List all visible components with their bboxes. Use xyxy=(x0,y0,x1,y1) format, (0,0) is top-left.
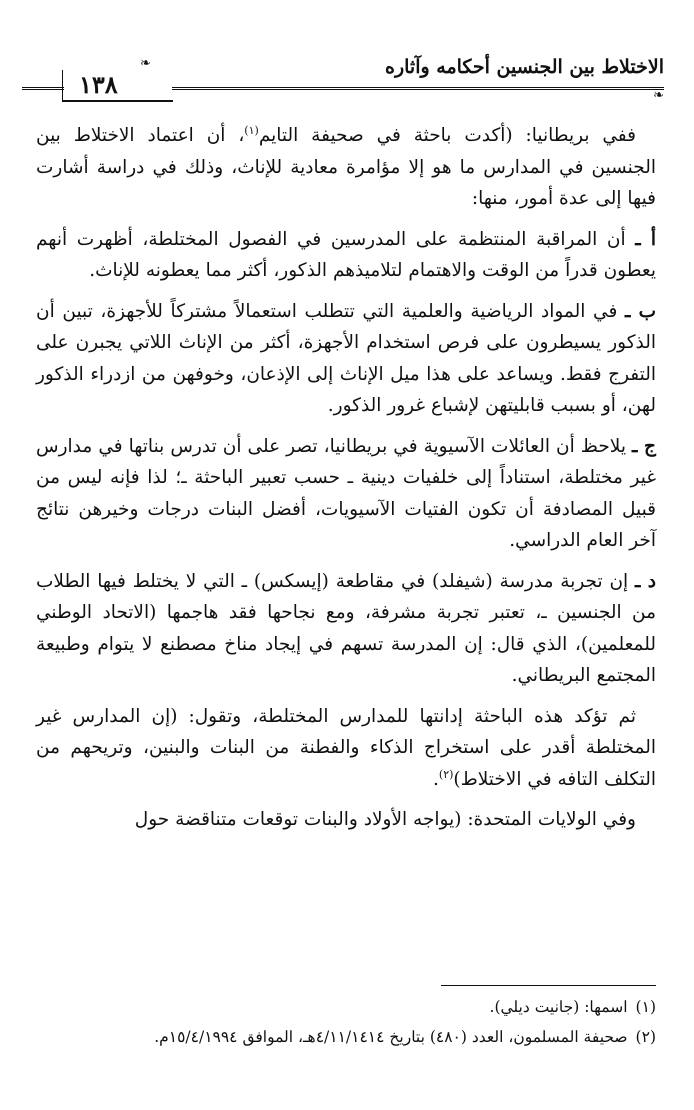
ornament-icon: ❧ xyxy=(140,56,151,71)
paragraph: د ـ إن تجربة مدرسة (شيفلد) في مقاطعة (إيسكس) ـ التي لا يختلط فيها الطلاب من الجنسين ـ، تعتبر تجربة مشرفة، ومع نجاحها فقد هاجمها (الاتحاد الوطني للمعلمين)، الذي قال: إن المدرسة تسهم في إيجاد مناخ مصطنع لا يتوام وطبيعة المجتمع البريطاني. xyxy=(36,570,656,686)
page-header xyxy=(22,56,664,106)
header-rule xyxy=(172,87,664,90)
footnote-text: صحيفة المسلمون، العدد (٤٨٠) بتاريخ ٤/١١/١٤١٤هـ، الموافق ١٥/٤/١٩٩٤م. xyxy=(154,1028,628,1046)
list-marker: ب ـ xyxy=(624,300,657,322)
footnote xyxy=(30,992,656,1022)
footnote-text: اسمها: (جانيت ديلي). xyxy=(489,998,628,1016)
body-text xyxy=(36,120,656,845)
footnotes xyxy=(30,992,656,1052)
footnote-ref[interactable]: (١) xyxy=(244,123,259,137)
list-marker: د ـ xyxy=(634,570,656,592)
list-marker: أ ـ xyxy=(635,228,656,250)
ornament-icon: ❧ xyxy=(653,88,664,103)
footnote-number: (٢) xyxy=(635,1028,656,1046)
paragraph: وفي الولايات المتحدة: (يواجه الأولاد والبنات توقعات متناقضة حول xyxy=(134,809,636,830)
paragraph: ففي بريطانيا: (أكدت باحثة في صحيفة التايم$^{(١)}$، أن اعتماد الاختلاط بين الجنسين في المدارس ما هو إلا مؤامرة معادية للإناث، وذلك في دراسة أشارت فيها إلى عدة أمور، منها: xyxy=(36,123,656,209)
running-title: الاختلاط بين الجنسين أحكامه وآثاره xyxy=(385,56,664,78)
paragraph: ب ـ في المواد الرياضية والعلمية التي تتطلب استعمالاً مشتركاً للأجهزة، تبين أن الذكور يسيطرون على فرص استخدام الأجهزة، أكثر من الإناث اللاتي يجبرن على التفرج فقط. ويساعد على هذا ميل الإناث إلى الإذعان، وخوفهن من ازدراء الذكور لهن، أو بسبب قابليتهن لإشباع غرور الذكور. xyxy=(36,300,657,416)
paragraph: أ ـ أن المراقبة المنتظمة على المدرسين في الفصول المختلطة، أظهرت أنهم يعطون قدراً من الوقت والاهتمام لتلاميذهم الذكور، أكثر مما يعطونه للإناث. xyxy=(36,228,656,281)
header-rule-left xyxy=(22,87,64,90)
page-number-frame xyxy=(62,70,173,102)
list-marker: ج ـ xyxy=(632,435,656,457)
paragraph: ثم تؤكد هذه الباحثة إدانتها للمدارس المختلطة، وتقول: (إن المدارس غير المختلطة أقدر على استخراج الذكاء والفطنة من البنات والبنين، وتريحهم من التكلف التافه في الاختلاط)$^{(٢)}$. xyxy=(36,705,656,790)
footnote xyxy=(30,1022,656,1052)
paragraph: ج ـ يلاحظ أن العائلات الآسيوية في بريطانيا، تصر على أن تدرس بناتها في مدارس غير مختلطة، استناداً إلى خلفيات دينية ـ حسب تعبير الباحثة ـ؛ لذا فإنه ليس من قبيل المصادفة أن تكون الفتيات الآسيويات، أفضل البنات درجات وخيرهن نتائج آخر العام الدراسي. xyxy=(36,435,656,551)
footnote-divider xyxy=(441,985,656,986)
footnote-ref[interactable]: (٢) xyxy=(438,767,454,781)
footnote-number: (١) xyxy=(635,998,656,1016)
page-number: ١٣٨ xyxy=(79,70,118,99)
